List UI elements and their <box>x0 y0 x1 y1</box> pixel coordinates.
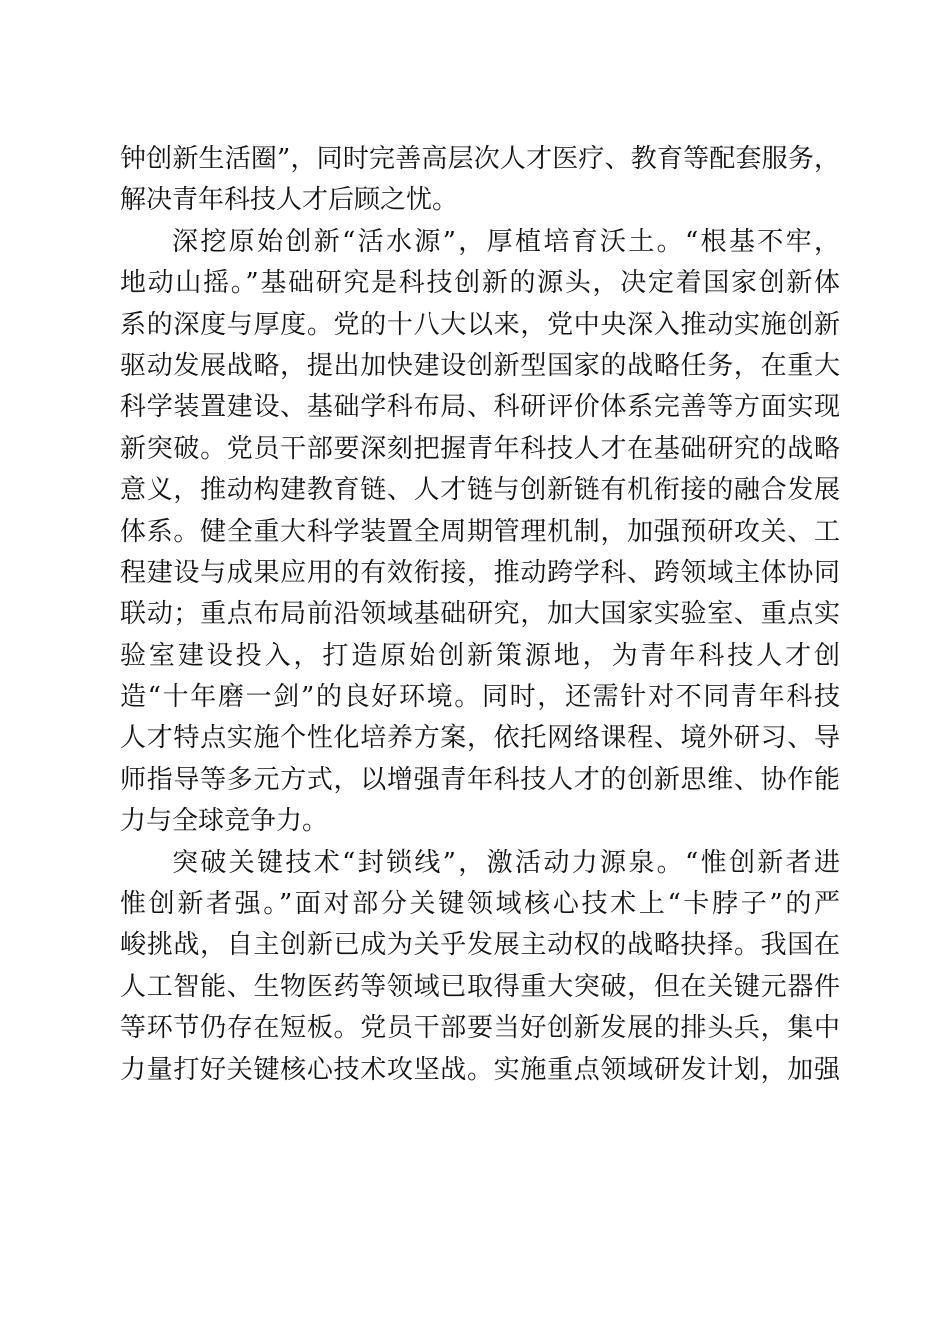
text-line: 师指导等多元方式，以增强青年科技人才的创新思维、协作能 <box>120 764 840 795</box>
text-line: 驱动发展战略，提出加快建设创新型国家的战略任务，在重大 <box>120 350 840 381</box>
text-line: 等环节仍存在短板。党员干部要当好创新发展的排头兵，集中 <box>120 1013 840 1044</box>
text-line: 人工智能、生物医药等领域已取得重大突破，但在关键元器件 <box>120 971 840 1002</box>
text-line: 意义，推动构建教育链、人才链与创新链有机衔接的融合发展 <box>120 475 840 506</box>
text-line: 程建设与成果应用的有效衔接，推动跨学科、跨领域主体协同 <box>120 557 840 588</box>
text-line: 解决青年科技人才后顾之忧。 <box>120 185 459 216</box>
text-line: 联动；重点布局前沿领域基础研究，加大国家实验室、重点实 <box>120 599 840 630</box>
text-line: 验室建设投入，打造原始创新策源地，为青年科技人才创 <box>120 640 840 671</box>
text-line: 体系。健全重大科学装置全周期管理机制，加强预研攻关、工 <box>120 516 840 547</box>
text-line: 地动山摇。”基础研究是科技创新的源头，决定着国家创新体 <box>120 268 840 299</box>
text-line: 科学装置建设、基础学科布局、科研评价体系完善等方面实现 <box>120 392 840 423</box>
body-text <box>120 139 840 1091</box>
text-line: 新突破。党员干部要深刻把握青年科技人才在基础研究的战略 <box>120 433 840 464</box>
text-line: 人才特点实施个性化培养方案，依托网络课程、境外研习、导 <box>120 723 840 754</box>
text-line: 力与全球竞争力。 <box>120 806 329 837</box>
text-line: 力量打好关键核心技术攻坚战。实施重点领域研发计划，加强 <box>120 1054 840 1085</box>
text-line: 突破关键技术“封锁线”，激活动力源泉。“惟创新者进 <box>172 847 840 878</box>
text-line: 深挖原始创新“活水源”，厚植培育沃土。“根基不牢， <box>172 226 840 257</box>
text-line: 系的深度与厚度。党的十八大以来，党中央深入推动实施创新 <box>120 309 840 340</box>
text-line: 峻挑战，自主创新已成为关乎发展主动权的战略抉择。我国在 <box>120 930 840 961</box>
text-line: 惟创新者强。”面对部分关键领域核心技术上“卡脖子”的严 <box>120 889 840 920</box>
text-line: 钟创新生活圈”，同时完善高层次人才医疗、教育等配套服务， <box>120 144 840 174</box>
text-line: 造“十年磨一剑”的良好环境。同时，还需针对不同青年科技 <box>120 682 840 713</box>
